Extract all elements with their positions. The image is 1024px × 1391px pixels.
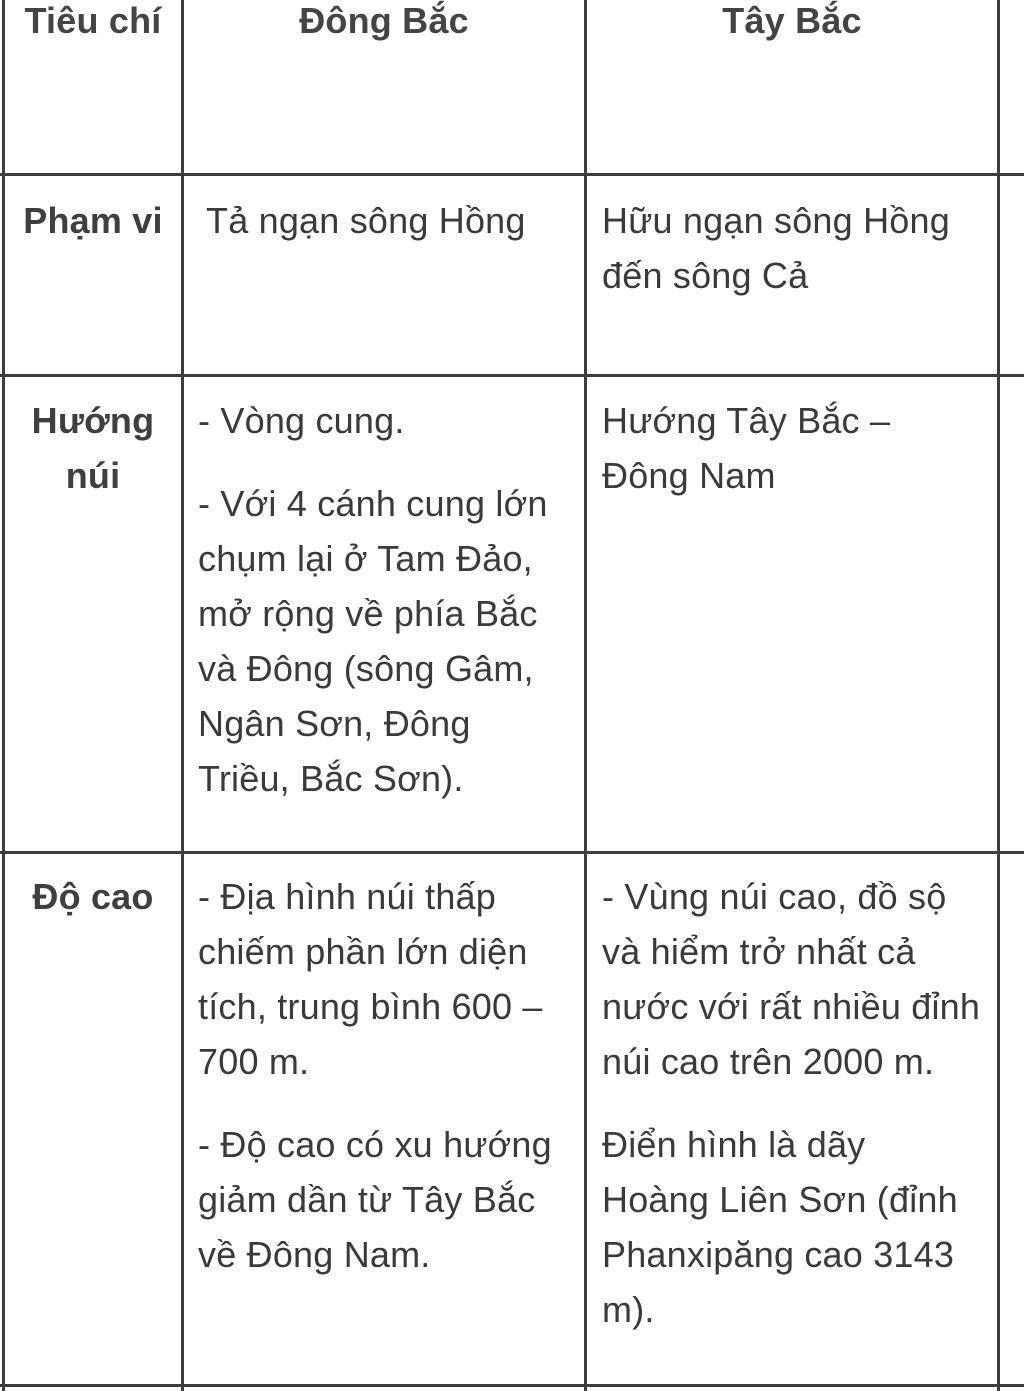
table-row xyxy=(5,193,181,248)
cell-text: - Vòng cung. xyxy=(198,400,405,441)
column-divider-1 xyxy=(181,0,184,1391)
cell-do-cao-dong-bac xyxy=(198,869,584,1282)
cell-text: - Địa hình núi thấp chiếm phần lớn diện tích, trung bình 600 – 700 m. xyxy=(198,876,543,1082)
row-divider-2 xyxy=(0,374,1024,377)
row-divider-4 xyxy=(0,1384,1024,1387)
cell-pham-vi-dong-bac xyxy=(206,193,584,248)
cell-huong-nui-dong-bac xyxy=(198,393,584,806)
cell-text: - Vùng núi cao, đồ sộ và hiểm trở nhất cả nước với rất nhiều đỉnh núi cao trên 2000 m. xyxy=(602,876,981,1082)
header-dong-bac-cell xyxy=(184,0,584,48)
header-criteria: Tiêu chí xyxy=(24,0,162,41)
header-row xyxy=(5,0,181,48)
row-divider-1 xyxy=(0,173,1024,176)
cell-pham-vi-tay-bac xyxy=(602,193,997,303)
row-criterion-huong-nui: Hướng núi xyxy=(31,400,155,496)
cell-text: Tả ngạn sông Hồng xyxy=(206,200,526,241)
table-border-right xyxy=(997,0,1000,1391)
table-row xyxy=(5,869,181,924)
column-divider-2 xyxy=(584,0,587,1391)
cell-huong-nui-tay-bac xyxy=(602,393,997,503)
row-criterion-do-cao: Độ cao xyxy=(32,876,154,917)
header-tay-bac: Tây Bắc xyxy=(722,0,862,41)
cell-text: Điển hình là dãy Hoàng Liên Sơn (đỉnh Phanxipăng cao 3143 m). xyxy=(602,1124,958,1330)
row-criterion-pham-vi: Phạm vi xyxy=(23,200,163,241)
header-dong-bac: Đông Bắc xyxy=(299,0,469,41)
cell-do-cao-tay-bac xyxy=(602,869,997,1337)
cell-text: Hướng Tây Bắc – Đông Nam xyxy=(602,400,891,496)
cell-text: - Độ cao có xu hướng giảm dần từ Tây Bắc về Đông Nam. xyxy=(198,1124,552,1275)
cell-text: - Với 4 cánh cung lớn chụm lại ở Tam Đảo, mở rộng về phía Bắc và Đông (sông Gâm, Ngân Sơn, Đông Triều, Bắc Sơn). xyxy=(198,483,548,799)
header-tay-bac-cell xyxy=(587,0,997,48)
table-row xyxy=(5,393,181,503)
cell-text: Hữu ngạn sông Hồng đến sông Cả xyxy=(602,200,950,296)
row-divider-3 xyxy=(0,851,1024,854)
